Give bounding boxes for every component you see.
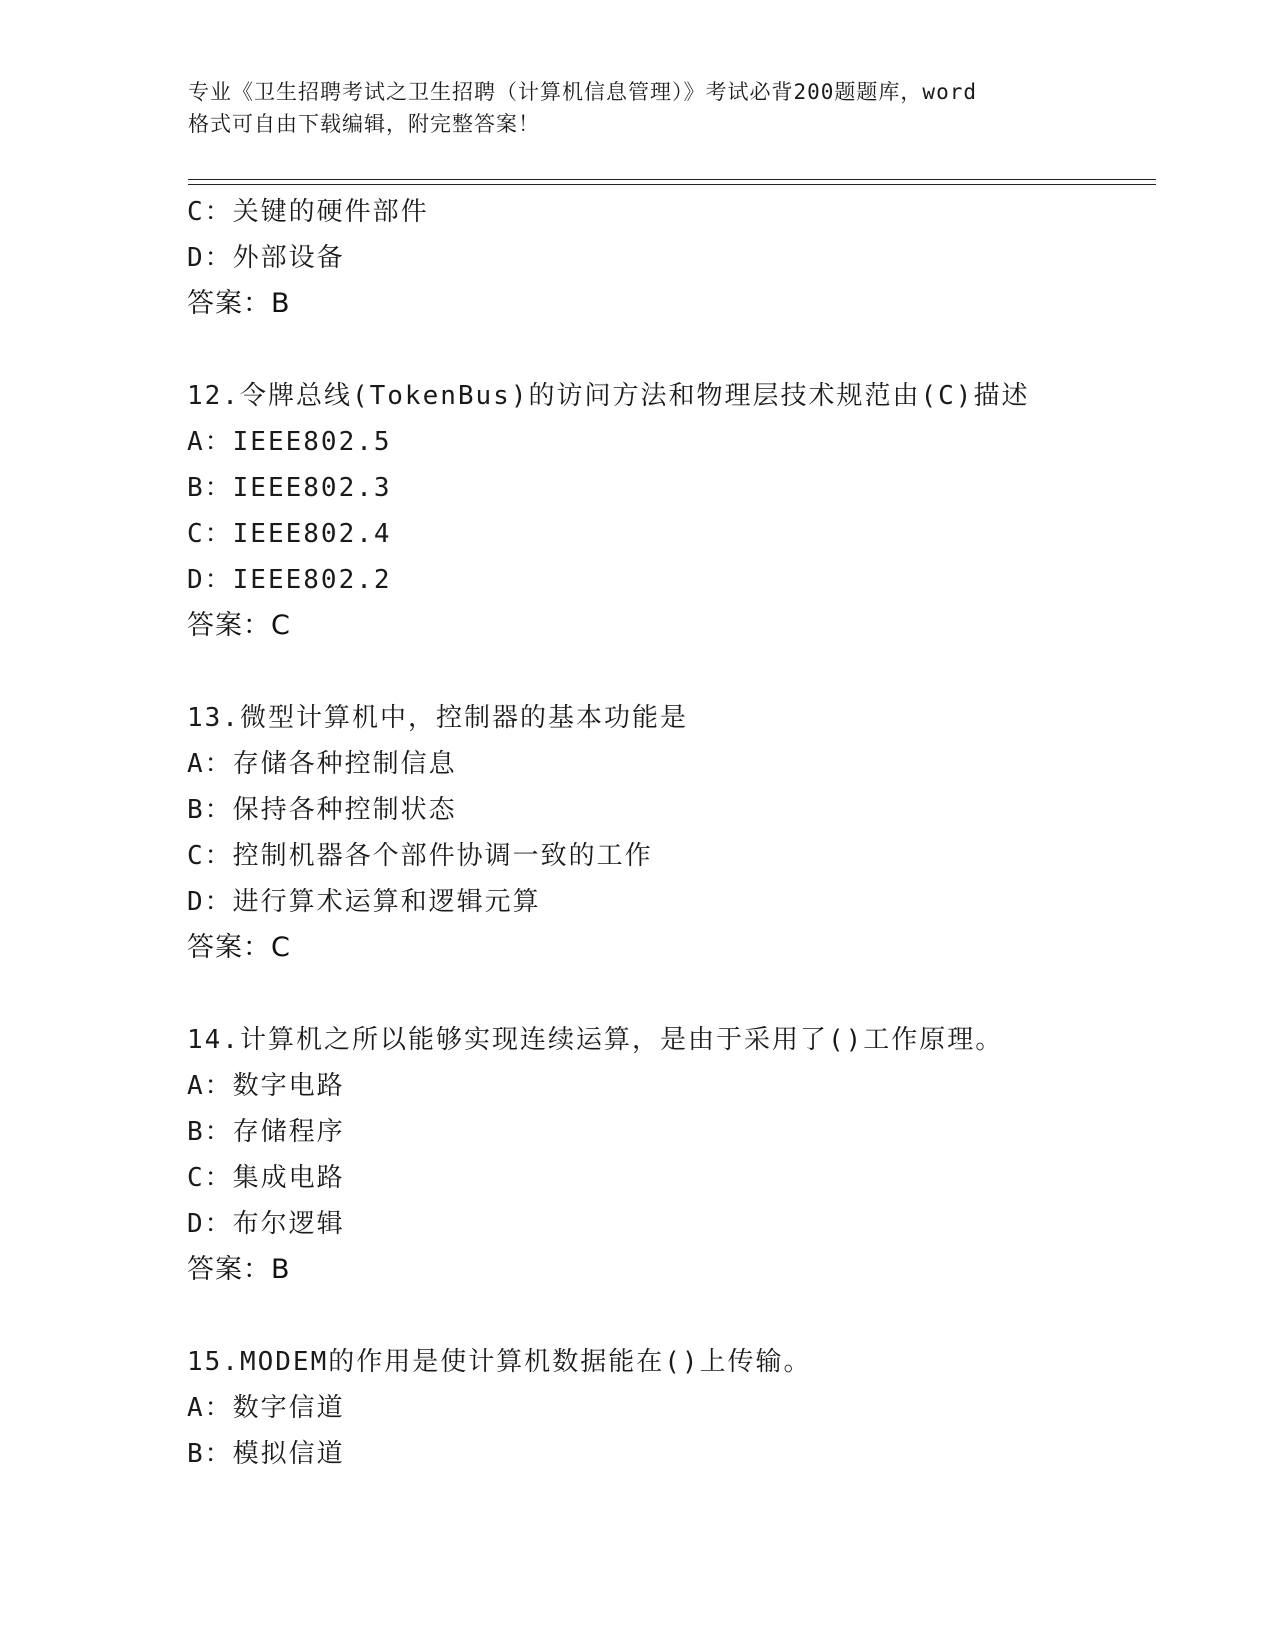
question-text: 14.计算机之所以能够实现连续运算，是由于采用了()工作原理。 xyxy=(187,1025,1004,1055)
question-list xyxy=(187,189,1167,1477)
document-header xyxy=(188,76,1088,140)
answer-text: 答案：C xyxy=(187,932,291,963)
option-text: C：IEEE802.4 xyxy=(187,519,392,549)
question-text: 15.MODEM的作用是使计算机数据能在()上传输。 xyxy=(187,1347,812,1377)
option-text: D：进行算术运算和逻辑元算 xyxy=(187,887,541,917)
question-text: 13.微型计算机中，控制器的基本功能是 xyxy=(187,703,688,733)
option-text: C：控制机器各个部件协调一致的工作 xyxy=(187,841,653,871)
header-line-1: 专业《卫生招聘考试之卫生招聘（计算机信息管理）》考试必背200题题库，word xyxy=(188,80,977,104)
option-text: D：外部设备 xyxy=(187,243,345,273)
answer-text: 答案：B xyxy=(187,288,291,319)
option-text: A：IEEE802.5 xyxy=(187,427,392,457)
question-text: 12.令牌总线(TokenBus)的访问方法和物理层技术规范由(C)描述 xyxy=(187,381,1030,411)
option-text: D：IEEE802.2 xyxy=(187,565,392,595)
answer-text: 答案：C xyxy=(187,610,291,641)
header-line-2: 格式可自由下载编辑，附完整答案！ xyxy=(188,112,540,136)
header-divider-bottom xyxy=(188,184,1156,185)
option-text: B：模拟信道 xyxy=(187,1439,345,1469)
option-text: A：数字电路 xyxy=(187,1071,345,1101)
option-text: C：集成电路 xyxy=(187,1163,345,1193)
answer-text: 答案：B xyxy=(187,1254,291,1285)
option-text: A：存储各种控制信息 xyxy=(187,749,457,779)
spacer xyxy=(187,1293,1167,1339)
spacer xyxy=(187,327,1167,373)
spacer xyxy=(187,971,1167,1017)
header-divider-top xyxy=(188,179,1156,180)
option-text: B：保持各种控制状态 xyxy=(187,795,457,825)
option-text: A：数字信道 xyxy=(187,1393,345,1423)
spacer xyxy=(187,649,1167,695)
option-text: C：关键的硬件部件 xyxy=(187,197,429,227)
option-text: D：布尔逻辑 xyxy=(187,1209,345,1239)
option-text: B：存储程序 xyxy=(187,1117,345,1147)
option-text: B：IEEE802.3 xyxy=(187,473,392,503)
